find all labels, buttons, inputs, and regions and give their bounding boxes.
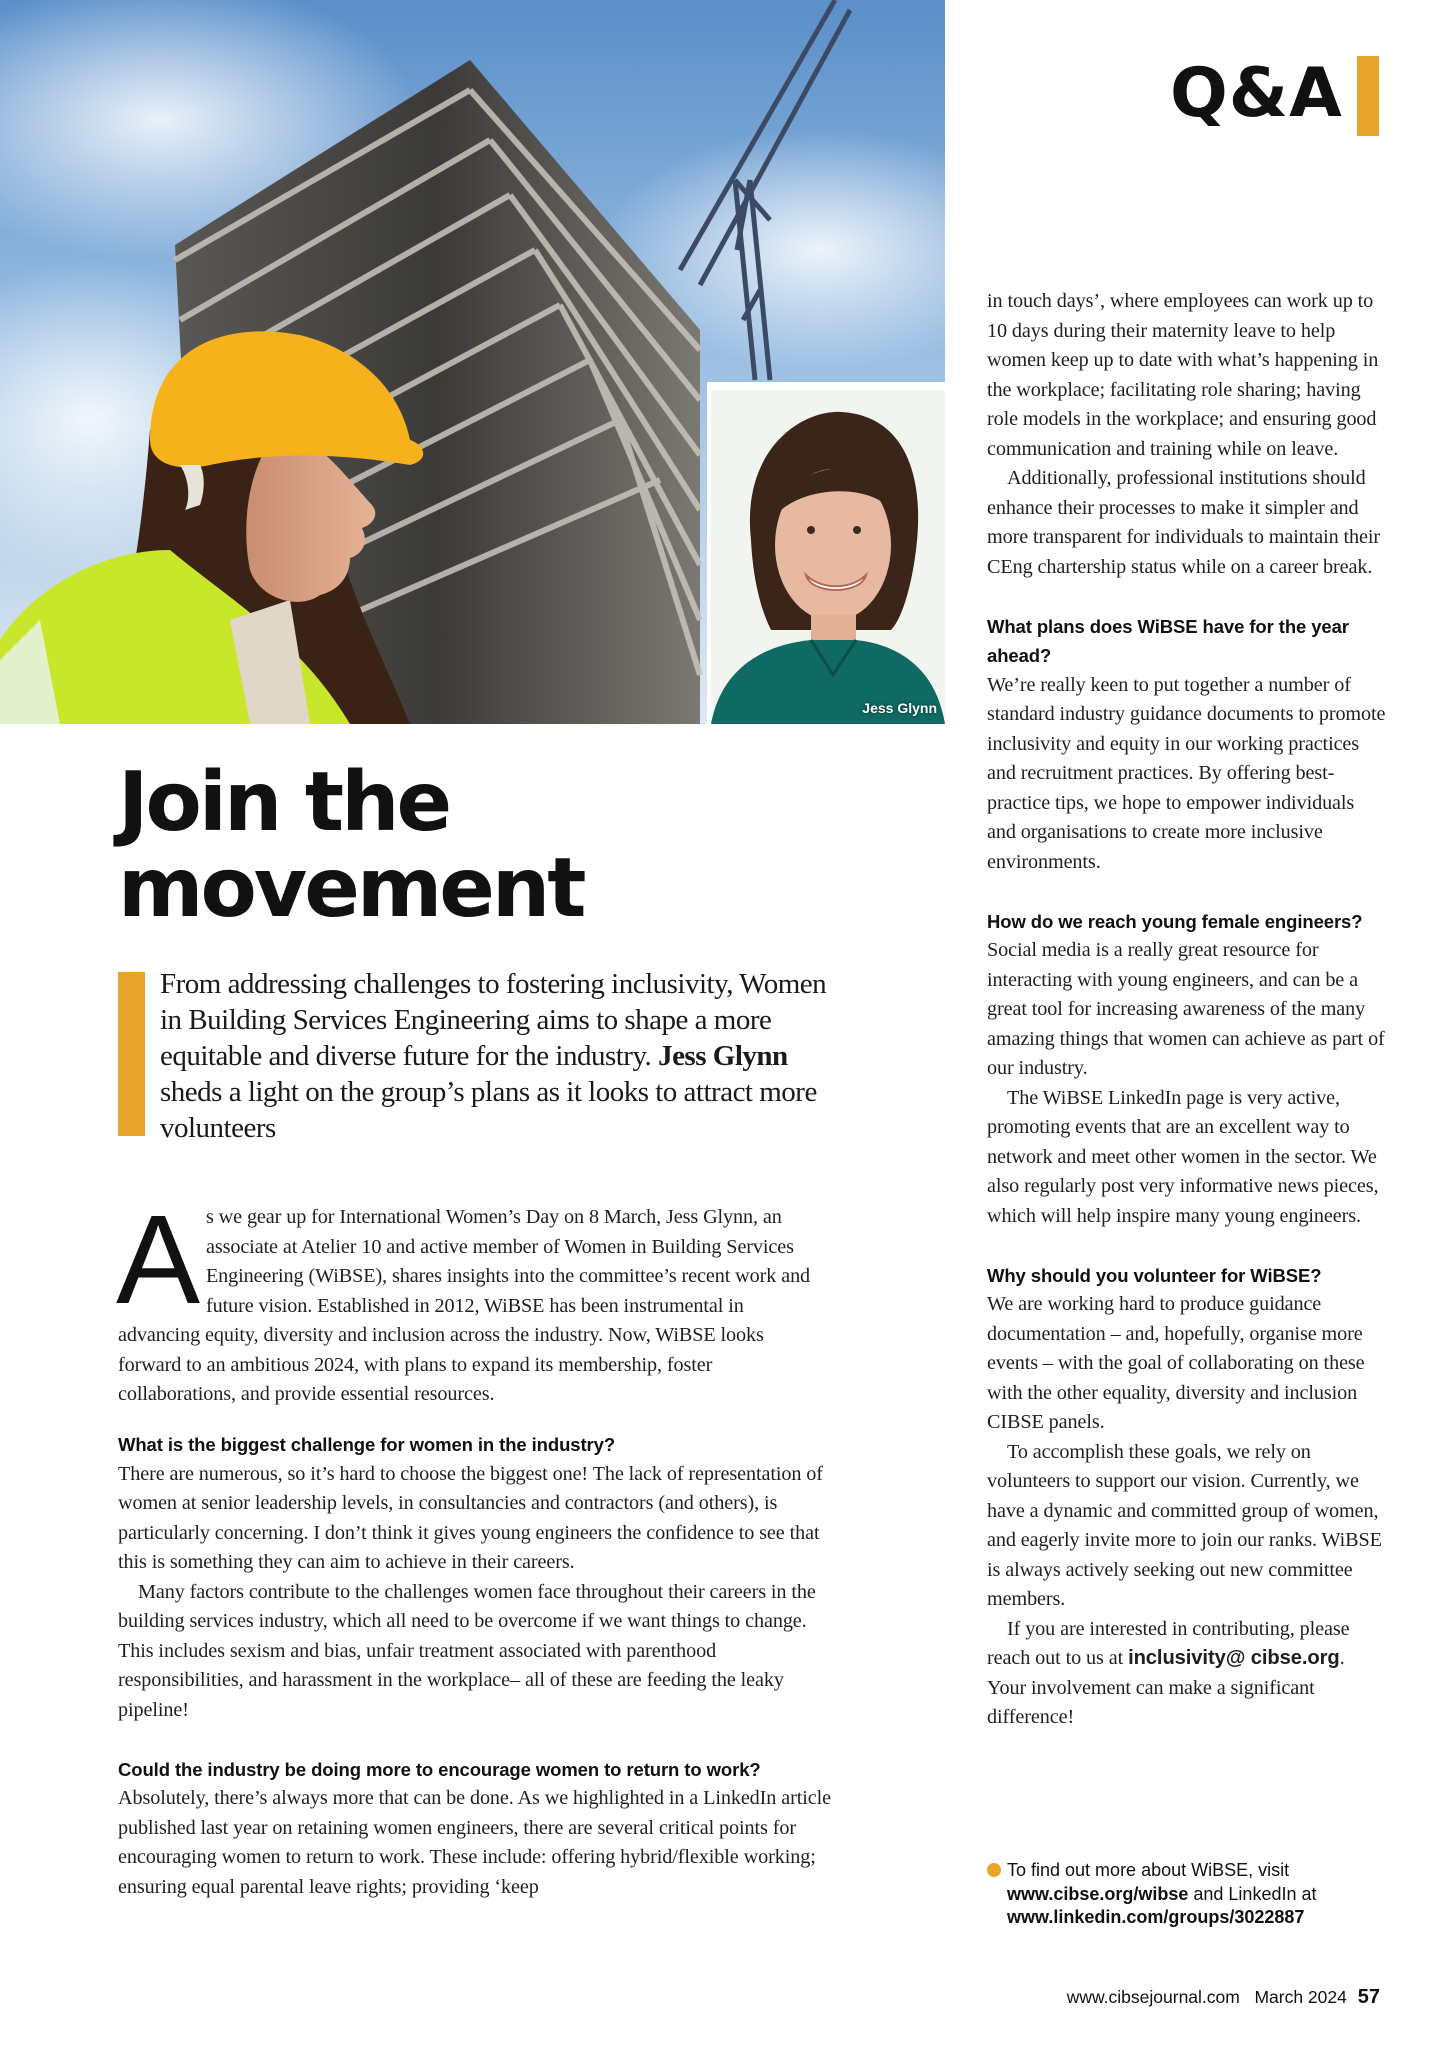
section-accent-bar	[1357, 56, 1379, 136]
wibse-url-link[interactable]: www.cibse.org/wibse	[1007, 1883, 1189, 1904]
page-footer	[1040, 1986, 1380, 2009]
standfirst	[160, 966, 850, 1146]
answer-paragraph: We are working hard to produce guidance documentation – and, hopefully, organise more events – with the goal of collaborating on these with the other equality, diversity and inclusion CIBSE panels.	[987, 1293, 1365, 1433]
answer-paragraph: We’re really keen to put together a number of standard industry guidance documents to promote inclusivity and equity in our working practices and recruitment practices. By offering best-practice tips, we hope to empower individuals and organisations to create more inclusive environments.	[987, 673, 1386, 873]
closing-paragraph	[987, 1615, 1387, 1733]
find-out-more-note	[987, 1859, 1387, 1930]
answer-paragraph: There are numerous, so it’s hard to choose the biggest one! The lack of representation of women at senior leadership levels, in consultancies and contractors (and others), is particularly concerning. I don’t think it gives young engineers the confidence to see that this is something they can aim to achieve in their careers.	[118, 1462, 823, 1573]
section-tag: Q&A	[1170, 54, 1343, 133]
note-mid: and LinkedIn at	[1188, 1883, 1317, 1904]
photo-caption: Jess Glynn	[862, 700, 937, 716]
answer-paragraph: To accomplish these goals, we rely on volunteers to support our vision. Currently, we have a dynamic and committed group of women, and eagerly invite more to join our ranks. WiBSE is always actively seeking out new committee members.	[987, 1440, 1382, 1610]
page-number: 57	[1357, 1986, 1380, 2008]
intro-text: s we gear up for International Women’s Day on 8 March, Jess Glynn, an associate at Atelier 10 and active member of Women in Building Services Engineering (WiBSE), shares insights into the committee’s recent work and future vision. Established in 2012, WiBSE has been instrumental in advancing equity, diversity and inclusion across the industry. Now, WiBSE looks forward to an ambitious 2024, with plans to expand its membership, foster collaborations, and provide essential resources.	[118, 1206, 811, 1405]
closing-before: If you are interested in contributing, please reach out to us at	[987, 1617, 1350, 1669]
question-heading: What is the biggest challenge for women in the industry?	[118, 1434, 616, 1455]
standfirst-author: Jess Glynn	[658, 1040, 788, 1072]
headline-line-1: Join the	[118, 755, 450, 850]
continuation-paragraph: in touch days’, where employees can work up to 10 days during their maternity leave to help women keep up to date with what’s happening in the workplace; facilitating role sharing; having role models in the workplace; and ensuring good communication and training while on leave.	[987, 290, 1379, 460]
question-heading: Could the industry be doing more to encourage women to return to work?	[118, 1758, 761, 1780]
intro-paragraph	[116, 1189, 830, 1410]
continuation-paragraph: Additionally, professional institutions should enhance their processes to make it simpler and more transparent for individuals to maintain their CEng chartership status while on a career break.	[987, 467, 1381, 578]
left-column	[118, 1430, 838, 1902]
headline	[118, 755, 678, 936]
answer-paragraph: Many factors contribute to the challenges women face throughout their careers in the building services industry, which all need to be overcome if we want things to change. This includes sexism and bias, unfair treatment associated with parenthood responsibilities, and harassment in the workplace– all of these are feeding the leaky pipeline!	[118, 1580, 816, 1721]
question-heading: How do we reach young female engineers?	[987, 910, 1363, 932]
standfirst-lead: From addressing challenges to fostering inclusivity, Women in Building Services Engineering aims to shape a more equitable and diverse future for the industry.	[160, 968, 827, 1072]
note-intro: To find out more about WiBSE, visit	[1007, 1860, 1290, 1880]
standfirst-tail: sheds a light on the group’s plans as it looks to attract more volunteers	[160, 1076, 817, 1144]
right-column	[987, 287, 1387, 1733]
contact-email-link[interactable]: inclusivity@ cibse.org	[1128, 1647, 1340, 1669]
headline-line-2: movement	[118, 841, 584, 936]
question-heading: What plans does WiBSE have for the year ahead?	[987, 615, 1349, 666]
answer-paragraph: The WiBSE LinkedIn page is very active, promoting events that are an excellent way to network and meet other women in the sector. We also regularly post very informative news pieces, which will help inspire many young engineers.	[987, 1086, 1379, 1227]
closing-after: . Your involvement can make a significant difference!	[987, 1647, 1345, 1728]
standfirst-accent-bar	[118, 972, 145, 1136]
dropcap: A	[116, 1189, 200, 1330]
bullet-dot-icon	[987, 1863, 1001, 1877]
footer-issue: March 2024	[1254, 1987, 1347, 2007]
footer-site[interactable]: www.cibsejournal.com	[1066, 1987, 1240, 2007]
answer-paragraph: Absolutely, there’s always more that can be done. As we highlighted in a LinkedIn article published last year on retaining women engineers, there are several critical points for encouraging women to return to work. These include: offering hybrid/flexible working; ensuring equal parental leave rights; providing ‘keep	[118, 1787, 831, 1898]
question-heading: Why should you volunteer for WiBSE?	[987, 1264, 1322, 1286]
answer-paragraph: Social media is a really great resource for interacting with young engineers, and can be a great tool for increasing awareness of the many amazing things that women can achieve as part of our industry.	[987, 939, 1385, 1079]
portrait-photo	[711, 390, 945, 724]
linkedin-url-link[interactable]: www.linkedin.com/groups/3022887	[1007, 1907, 1305, 1927]
